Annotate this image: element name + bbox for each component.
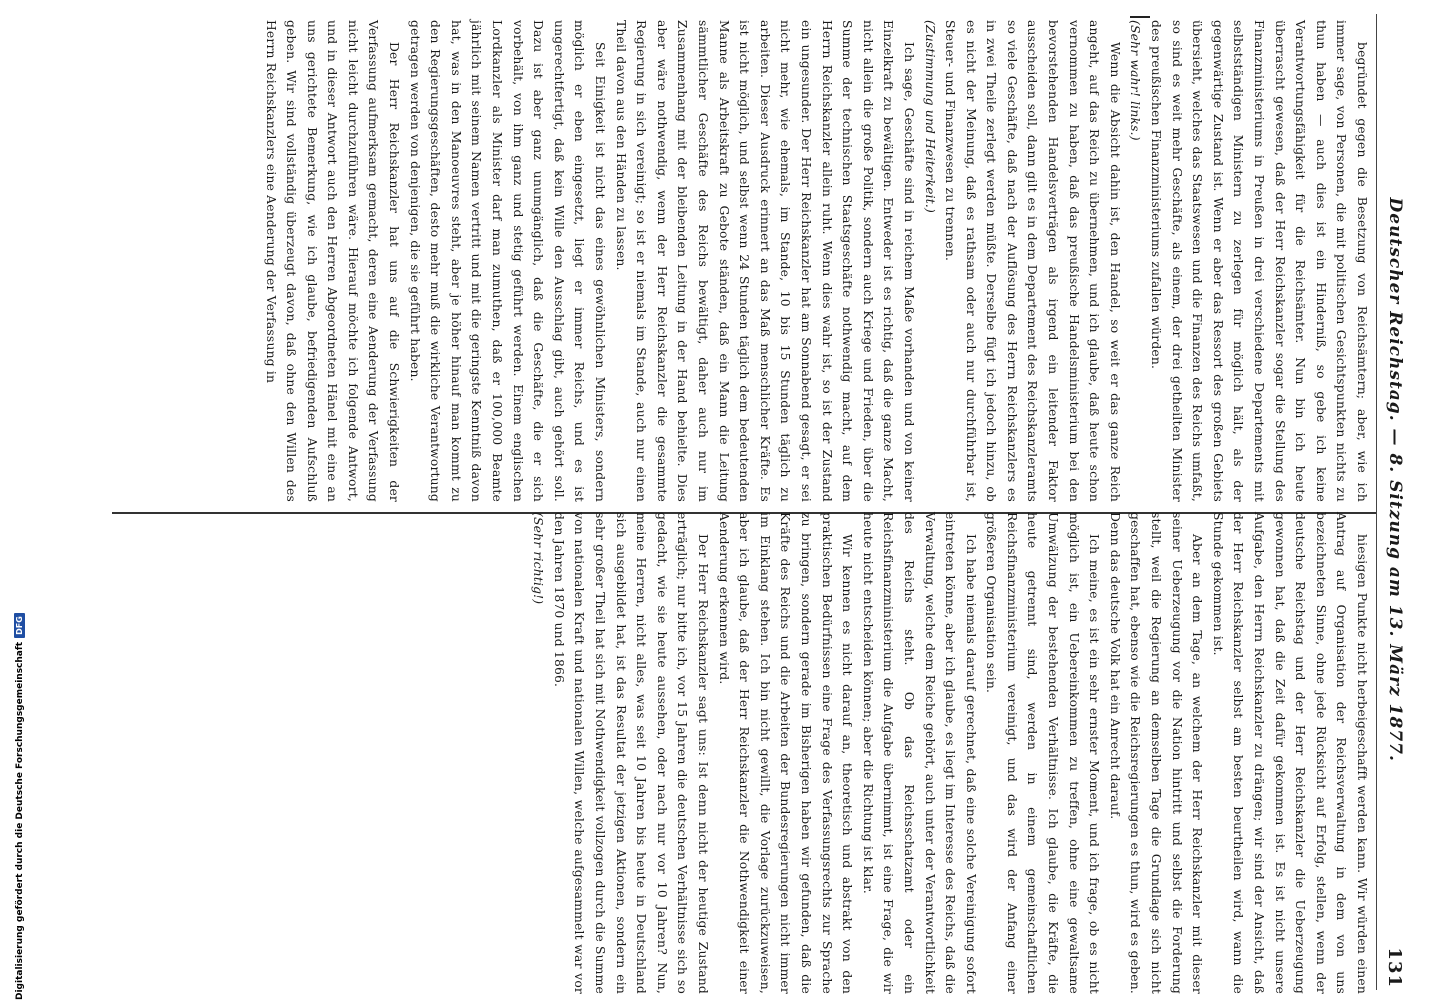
paragraph: Ich sage, Geschäfte sind in reichem Maße vorhanden und von keiner Einzelkraft zu bewältigen. Entweder ist es richtig, daß die ganze Macht, nicht allein die große Politik, sondern auch Kriege und Frieden, über die Summe der technischen Staatsgeschäfte nothwendig macht, auf dem Herrn Reichskanzler allein ruht. Wenn dies wahr ist, so ist der Zustand ein ungesunder. Der Herr Reichskanzler hat am Sonnabend gesagt, er sei nicht mehr, wie ehemals, im Stande, 10 bis 15 Stunden täglich zu arbeiten. Dieser Ausdruck erinnert an das Maß menschlicher Kräfte. Es ist nicht möglich, und selbst wenn 24 Stunden täglich dem bedeutenden Manne als Arbeitskraft zu Gebote ständen, daß ein Mann die Leitung sämmtlicher Geschäfte des Reichs bewältigt, daher auch nur im Zusammenhang mit der bleibenden Leitung in der Hand behielte. Dies aber wäre nothwendig, wenn der Herr Reichskanzler die gesammte Regierung in sich vereinigt; so ist er niemals im Stande, auch nur einen Theil davon aus den Händen zu lassen. (613, 20, 916, 502)
paragraph: Ich habe niemals darauf gerechnet, daß eine solche Vereinigung sofort eintreten könne, aber ich glaube, es liegt im Interesse des Reichs, daß die Verwaltung, welche dem Reiche gehört, auch unter der Verantwortlichkeit des Reichs steht. Ob das Reichsschatzamt oder ein Reichsfinanzministerium die Aufgabe übernimmt, ist eine Frage, die wir heute nicht entscheiden können; aber die Richtung ist klar. (860, 512, 978, 994)
remark: (Zustimmung und Heiterkeit.) (922, 20, 937, 213)
paragraph: Aber an dem Tage, an welchem der Herr Reichskanzler mit dieser seiner Ueberzeugung vor die Nation hintritt und selbst die Forderung stellt, weil die Regierung an demselben Tage die Grundlage sich nicht geschaffen hat, ebenso wie die Reichsregierungen es thun, wird es geben. Denn das deutsche Volk hat ein Anrecht darauf. (1107, 512, 1205, 994)
page-number: 131 (1384, 947, 1406, 988)
paragraph: Der Herr Reichskanzler hat uns auf die Schwierigkeiten der Verfassung aufmerksam gemacht, deren eine Aenderung der Verfassung nicht leicht durchzuführen wäre. Hierauf möchte ich folgende Antwort, und in dieser Antwort auch den Herren Abgeordneten Hänel mit eine an uns gerichtete Bemerkung, wie ich glaube, befriedigenden Aufschluß geben. Wir sind vollständig überzeugt davon, daß ohne den Willen des Herrn Reichskanzlers eine Aenderung der Verfassung in (263, 20, 402, 502)
paragraph: begründet gegen die Besetzung von Reichsämtern; aber, wie ich immer sage, von Personen, die mit politischen Gesichtspunkten nichts zu thun haben — auch dies ist ein Hinderniß, so gebe ich keine Verantwortungsfähigkeit für die Reichsämter. Nun bin ich heute überrascht gewesen, daß der Herr Reichskanzler sogar die Stellung des Finanzministeriums in Preußen in drei verschiedene Departements mit selbstständigen Ministern zu zerlegen für möglich hält, als der gegenwärtige Zustand ist. Wenn er aber das Ressort des großen Gebiets übersieht, welches das Staatswesen und die Finanzen des Reichs umfaßt, so sind es weit mehr Geschäfte, als einem, der drei getheilten Minister des preußischen Finanzministeriums zufallen würden. (1149, 20, 1369, 502)
paragraph: Seit Einigkeit ist nicht das eines gewöhnlichen Ministers, sondern möglich er eben eingesetzt, liegt er immer Reichs, und es ist ungerechtfertigt, daß kein Wille den Ausschlag gibt, auch gehört soll. Dazu ist aber ganz unumgänglich, daß die Geschäfte, die er sich vorbehält, von ihm ganz und stetig geführt werden. Einem englischen Lordkanzler als Minister darf man zumuthen, daß er 100,000 Beamte jährlich mit seinem Namen vertritt und mit die geringste Kenntniß davon hat, was in den Manoeuvres steht, aber je höher hinauf man kommt zu den Regierungsgeschäften, desto mehr muß die wirkliche Verantwortung getragen werden von denjenigen, die sie geführt haben. (407, 20, 608, 502)
paragraph: Der Herr Reichskanzler sagt uns: Ist denn nicht der heutige Zustand erträglich; nur bitte ich, vor 15 Jahren die deutschen Verhältnisse sich so gedacht, wie sie heute aussehen, oder nach nur vor 10 Jahren? Nun, meine Herren, nicht alles, was seit 10 Jahren bis heute in Deutschland sich ausgebildet hat, ist das Resultat der jetzigen Aktionen, sondern ein sehr großer Theil hat sich mit Nothwendigkeit vollzogen durch die Summe von nationalen Kraft und nationalen Willen, welche aufgesammelt war vor den Jahren 1870 und 1866. (551, 512, 710, 994)
dfg-logo: DFG (14, 613, 25, 638)
paragraph: Wenn die Absicht dahin ist, den Handel, so weit er das ganze Reich angeht, auf das Reich zu übernehmen, und ich glaube, daß heute schon vernommen zu haben, daß das preußische Handelsministerium bei den bevorstehenden Handelsverträgen als irgend ein leitender Faktor ausscheiden soll, dann gilt es in dem Departement des Reichskanzleramts so viele Geschäfte, daß nach der Auflösung des Herrn Reichskanzlers es in zwei Theile zerlegt werden müßte. Derselbe fügt ich jedoch hinzu, ob es nicht der Meinung, daß es rathsam oder auch nur durchführbar ist, Steuer- und Finanzwesen zu trennen. (943, 20, 1122, 502)
page-header (1378, 12, 1412, 988)
digitization-credit-text: Digitalisierung gefördert durch die Deutsche Forschungsgemeinschaft (15, 641, 25, 1000)
paragraph: hiesigen Punkte nicht herbeigeschafft werden kann. Wir würden einen Antrag auf Organisation der Reichsverwaltung in dem von uns bezeichneten Sinne, ohne jede Rücksicht auf Erfolg, stellen, wenn der deutsche Reichstag und der Herr Reichskanzler die Ueberzeugung gewonnen hat, daß die Zeit dafür gekommen ist. Es ist nicht unsere Aufgabe, den Herrn Reichskanzler zu drängen; wir sind der Ansicht, daß der Herr Reichskanzler selbst am besten beurtheilen wird, wann die Stunde gekommen ist. (1210, 512, 1369, 994)
digitization-credit (13, 0, 27, 1000)
header-rule (1376, 14, 1377, 990)
digitization-sidebar (0, 0, 25, 1000)
page-header-title: Deutscher Reichstag. — 8. Sitzung am 13. März 1877. (1385, 197, 1405, 762)
top-dash-mark (1130, 16, 1150, 18)
remark: (Sehr richtig!) (531, 512, 546, 605)
paragraph: Ich meine, es ist ein sehr ernster Moment, und ich frage, ob es nicht möglich ist, ein Uebereinkommen zu treffen, ohne eine gewaltsame Umwälzung der bestehenden Verhältnisse. Ich glaube, die Kräfte, die heute getrennt sind, werden in einem gemeinschaftlichen Reichsfinanzministerium vereinigt, und das wird der Anfang einer größeren Organisation sein. (984, 512, 1102, 994)
remark: (Sehr wahr! links.) (1128, 20, 1143, 141)
paragraph: Wir kennen es nicht darauf an, theoretisch und abstrakt von den praktischen Bedürfnissen eine Frage des Verfassungsrechts zur Sprache zu bringen, sondern gerade im Bisherigen haben wir gefunden, daß die Kräfte des Reichs und die Arbeiten der Bundesregierungen nicht immer im Einklang stehen. Ich bin nicht gewillt, die Vorlage zurückzuweisen, aber ich glaube, daß der Herr Reichskanzler die Nothwendigkeit einer Aenderung erkennen wird. (716, 512, 855, 994)
right-column (122, 512, 1372, 994)
left-column (122, 20, 1372, 502)
